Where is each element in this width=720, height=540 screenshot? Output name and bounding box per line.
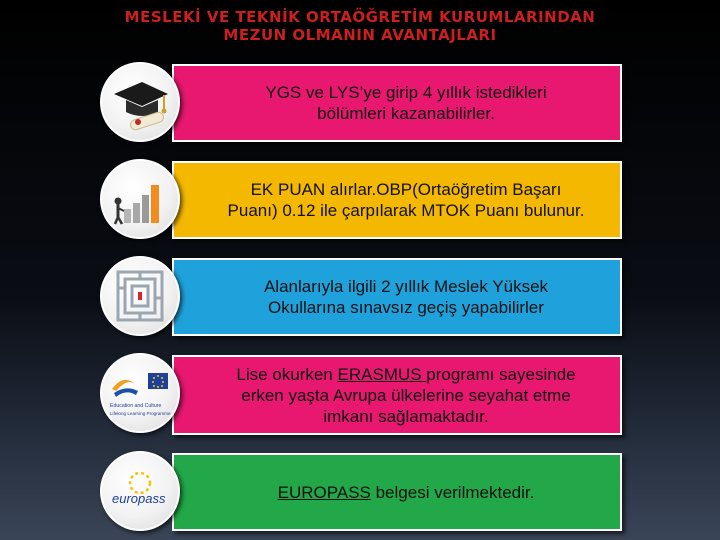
- page-title-line1: MESLEKİ VE TEKNİK ORTAÖĞRETİM KURUMLARINDAN: [124, 8, 596, 26]
- advantage-4-line1-mid: programı: [426, 364, 500, 384]
- advantage-box-1: [172, 64, 622, 142]
- growth-chart-icon: [100, 159, 180, 239]
- advantage-1-line1: YGS ve LYS’ye girip 4 yıllık istedikleri: [265, 83, 547, 102]
- advantage-box-5: [172, 453, 622, 531]
- advantage-4-line2: erken yaşta Avrupa ülkelerine seyahat etme: [241, 385, 571, 405]
- logo-text-lifelong-learning: Lifelong Learning Programme: [110, 411, 171, 416]
- page-title: [0, 8, 720, 44]
- europass-logo-icon: [100, 451, 180, 531]
- page-title-line2: MEZUN OLMANIN AVANTAJLARI: [223, 26, 497, 44]
- education-culture-logo-icon: [100, 353, 180, 433]
- advantage-item-5: [100, 453, 620, 529]
- advantage-item-4: [100, 355, 620, 431]
- europass-link[interactable]: EUROPASS: [277, 482, 371, 502]
- advantage-1-line2: bölümleri kazanabilirler.: [317, 104, 495, 123]
- advantage-4-line3: imkanı sağlamaktadır.: [323, 406, 489, 426]
- advantage-box-2: [172, 161, 622, 239]
- graduation-cap-icon: [100, 62, 180, 142]
- advantage-box-3: [172, 258, 622, 336]
- advantage-item-2: [100, 161, 620, 237]
- logo-text-education-culture: Education and Culture: [110, 403, 162, 409]
- advantage-3-line2: Okullarına sınavsız geçiş yapabilirler: [268, 298, 544, 317]
- advantage-item-3: [100, 258, 620, 334]
- advantage-box-4: [172, 355, 622, 435]
- advantage-2-line2: Puanı) 0.12 ile çarpılarak MTOK Puanı bulunur.: [227, 201, 585, 220]
- advantage-4-line1-pre: Lise okurken: [236, 364, 338, 384]
- advantage-3-line1: Alanlarıyla ilgili 2 yıllık Meslek Yüksek: [263, 277, 549, 296]
- advantage-5-rest: belgesi verilmektedir.: [370, 482, 535, 502]
- advantage-2-line1: EK PUAN alırlar.OBP(Ortaöğretim Başarı: [250, 180, 562, 199]
- advantage-4-line1-post: sayesinde: [499, 364, 576, 384]
- erasmus-link[interactable]: ERASMUS: [337, 364, 427, 384]
- maze-icon: [100, 256, 180, 336]
- advantage-item-1: [100, 64, 620, 140]
- europass-logo-text: europass: [112, 491, 166, 506]
